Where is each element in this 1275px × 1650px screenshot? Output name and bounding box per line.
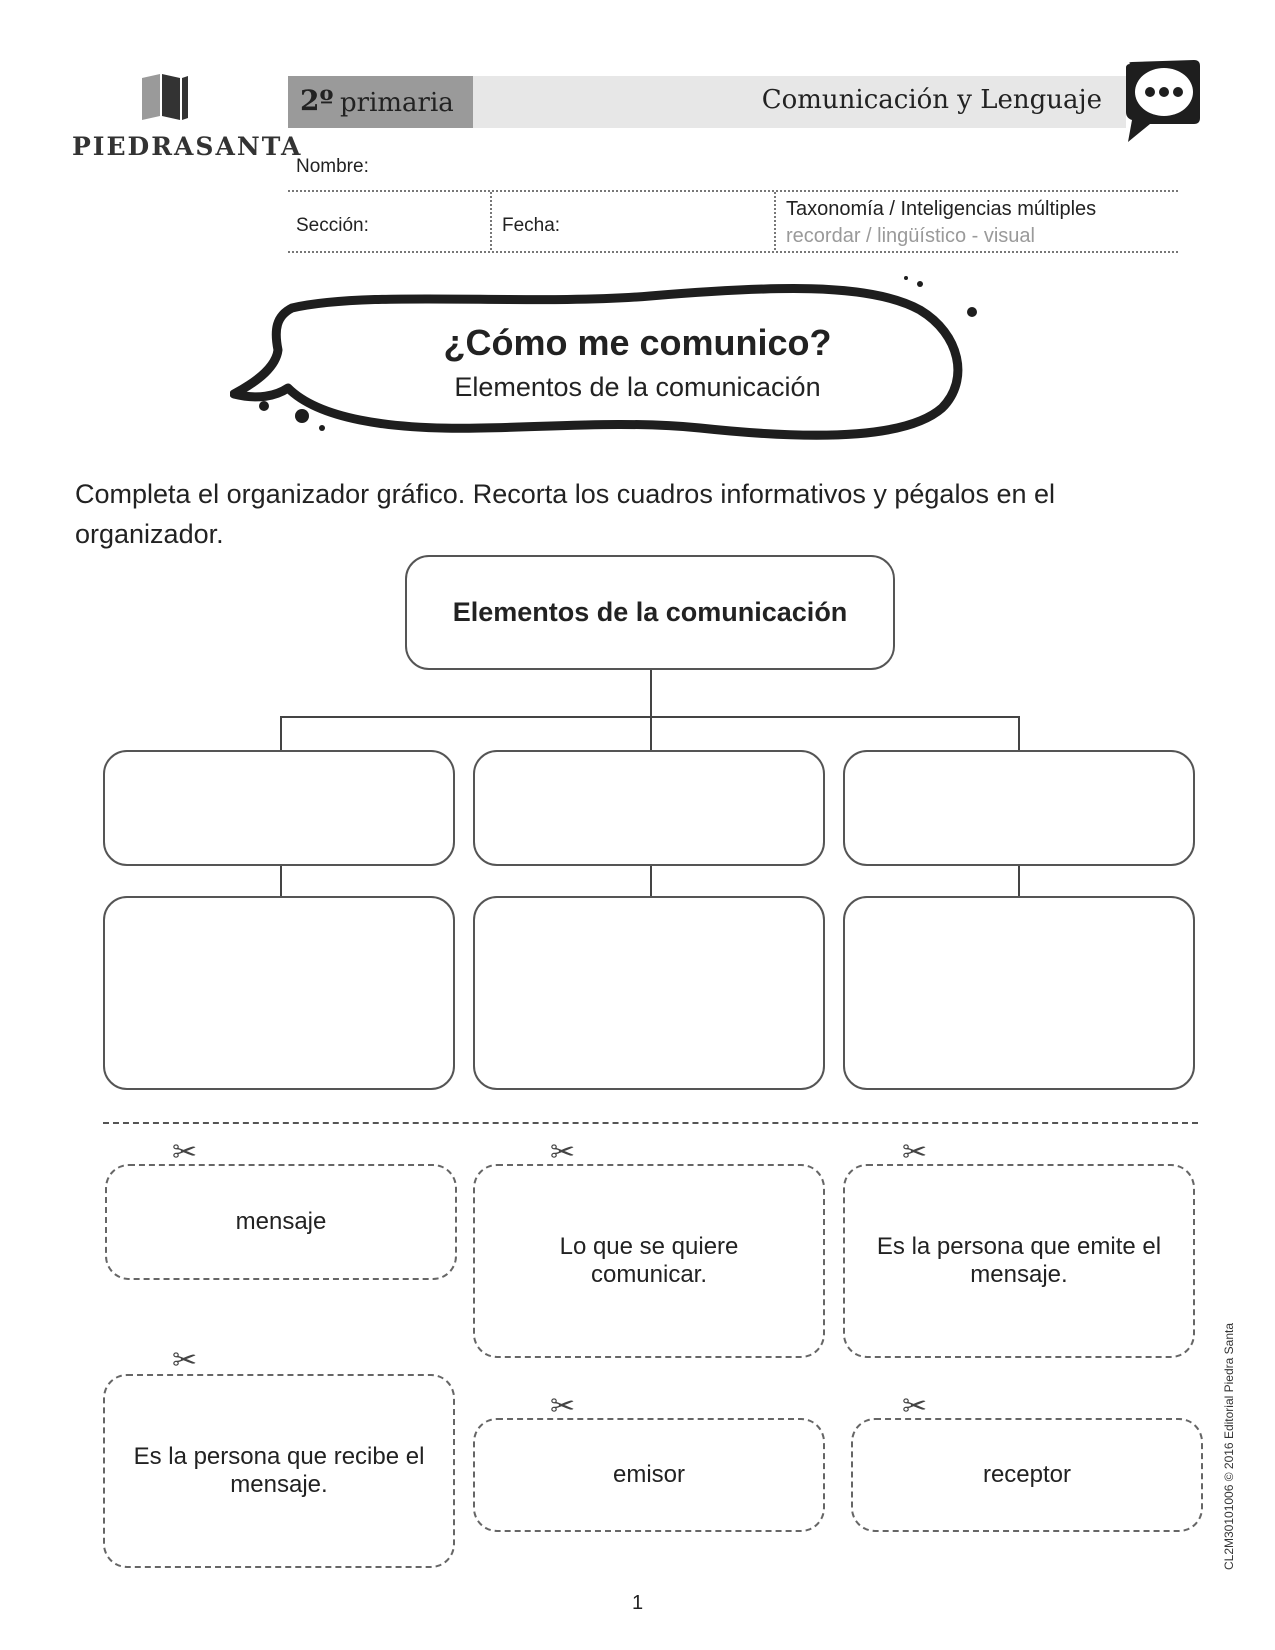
connector-line bbox=[280, 716, 282, 750]
cutout-card-text: Es la persona que recibe el mensaje. bbox=[133, 1443, 425, 1498]
connector-line bbox=[1018, 866, 1020, 896]
organizer-slot-definition-1[interactable] bbox=[103, 896, 455, 1090]
scissors-icon: ✂ bbox=[172, 1344, 198, 1377]
connector-line bbox=[650, 716, 652, 750]
divider bbox=[288, 251, 1178, 253]
organizer-slot-definition-2[interactable] bbox=[473, 896, 825, 1090]
cutout-card-text: receptor bbox=[982, 1461, 1072, 1488]
cutout-card-text: Es la persona que emite el mensaje. bbox=[876, 1233, 1162, 1288]
instruction-text: Completa el organizador gráfico. Recorta los cuadros informativos y pégalos en el organizador. bbox=[75, 479, 1056, 549]
divider bbox=[288, 190, 1178, 192]
cutout-card[interactable] bbox=[843, 1164, 1195, 1358]
organizer-root-label: Elementos de la comunicación bbox=[452, 597, 848, 627]
cutout-card-text: emisor bbox=[612, 1461, 685, 1488]
nombre-field: Nombre: bbox=[296, 156, 369, 177]
scissors-icon: ✂ bbox=[902, 1136, 928, 1169]
subject-title: Comunicación y Lenguaje bbox=[761, 85, 1102, 115]
organizer-slot-definition-3[interactable] bbox=[843, 896, 1195, 1090]
cutout-card[interactable] bbox=[105, 1164, 457, 1280]
cutout-card[interactable] bbox=[473, 1418, 825, 1532]
page-number: 1 bbox=[631, 1592, 644, 1614]
connector-line bbox=[1018, 716, 1020, 750]
grade-label: primaria bbox=[340, 88, 454, 118]
divider bbox=[774, 192, 776, 250]
cut-line bbox=[103, 1122, 1198, 1124]
scissors-icon: ✂ bbox=[172, 1136, 198, 1169]
scissors-icon: ✂ bbox=[550, 1390, 576, 1423]
fecha-field: Fecha: bbox=[502, 215, 561, 236]
organizer-root-box bbox=[405, 555, 895, 670]
organizer-slot-element-1[interactable] bbox=[103, 750, 455, 866]
cutout-card[interactable] bbox=[851, 1418, 1203, 1532]
cutout-card[interactable] bbox=[473, 1164, 825, 1358]
organizer-slot-element-2[interactable] bbox=[473, 750, 825, 866]
seccion-field: Sección: bbox=[296, 215, 369, 236]
connector-line bbox=[650, 670, 652, 718]
cutout-card-text: mensaje bbox=[235, 1208, 327, 1235]
page-subtitle: Elementos de la comunicación bbox=[454, 372, 821, 402]
speech-bubble-icon bbox=[1122, 58, 1204, 146]
taxonomy-label: Taxonomía / Inteligencias múltiples bbox=[786, 198, 1097, 220]
page-title: ¿Cómo me comunico? bbox=[443, 322, 832, 363]
scissors-icon: ✂ bbox=[902, 1390, 928, 1423]
connector-line bbox=[280, 866, 282, 896]
cutout-card-text: Lo que se quiere comunicar. bbox=[559, 1233, 739, 1288]
copyright-code: CL2M30101006 © 2016 Editorial Piedra Santa bbox=[1222, 1322, 1236, 1570]
divider bbox=[490, 192, 492, 250]
taxonomy-value: recordar / lingüístico - visual bbox=[786, 225, 1035, 247]
scissors-icon: ✂ bbox=[550, 1136, 576, 1169]
grade-number: 2º bbox=[300, 84, 334, 117]
organizer-slot-element-3[interactable] bbox=[843, 750, 1195, 866]
brand-name: PIEDRASANTA bbox=[72, 132, 303, 161]
connector-line bbox=[650, 866, 652, 896]
cutout-card[interactable] bbox=[103, 1374, 455, 1568]
